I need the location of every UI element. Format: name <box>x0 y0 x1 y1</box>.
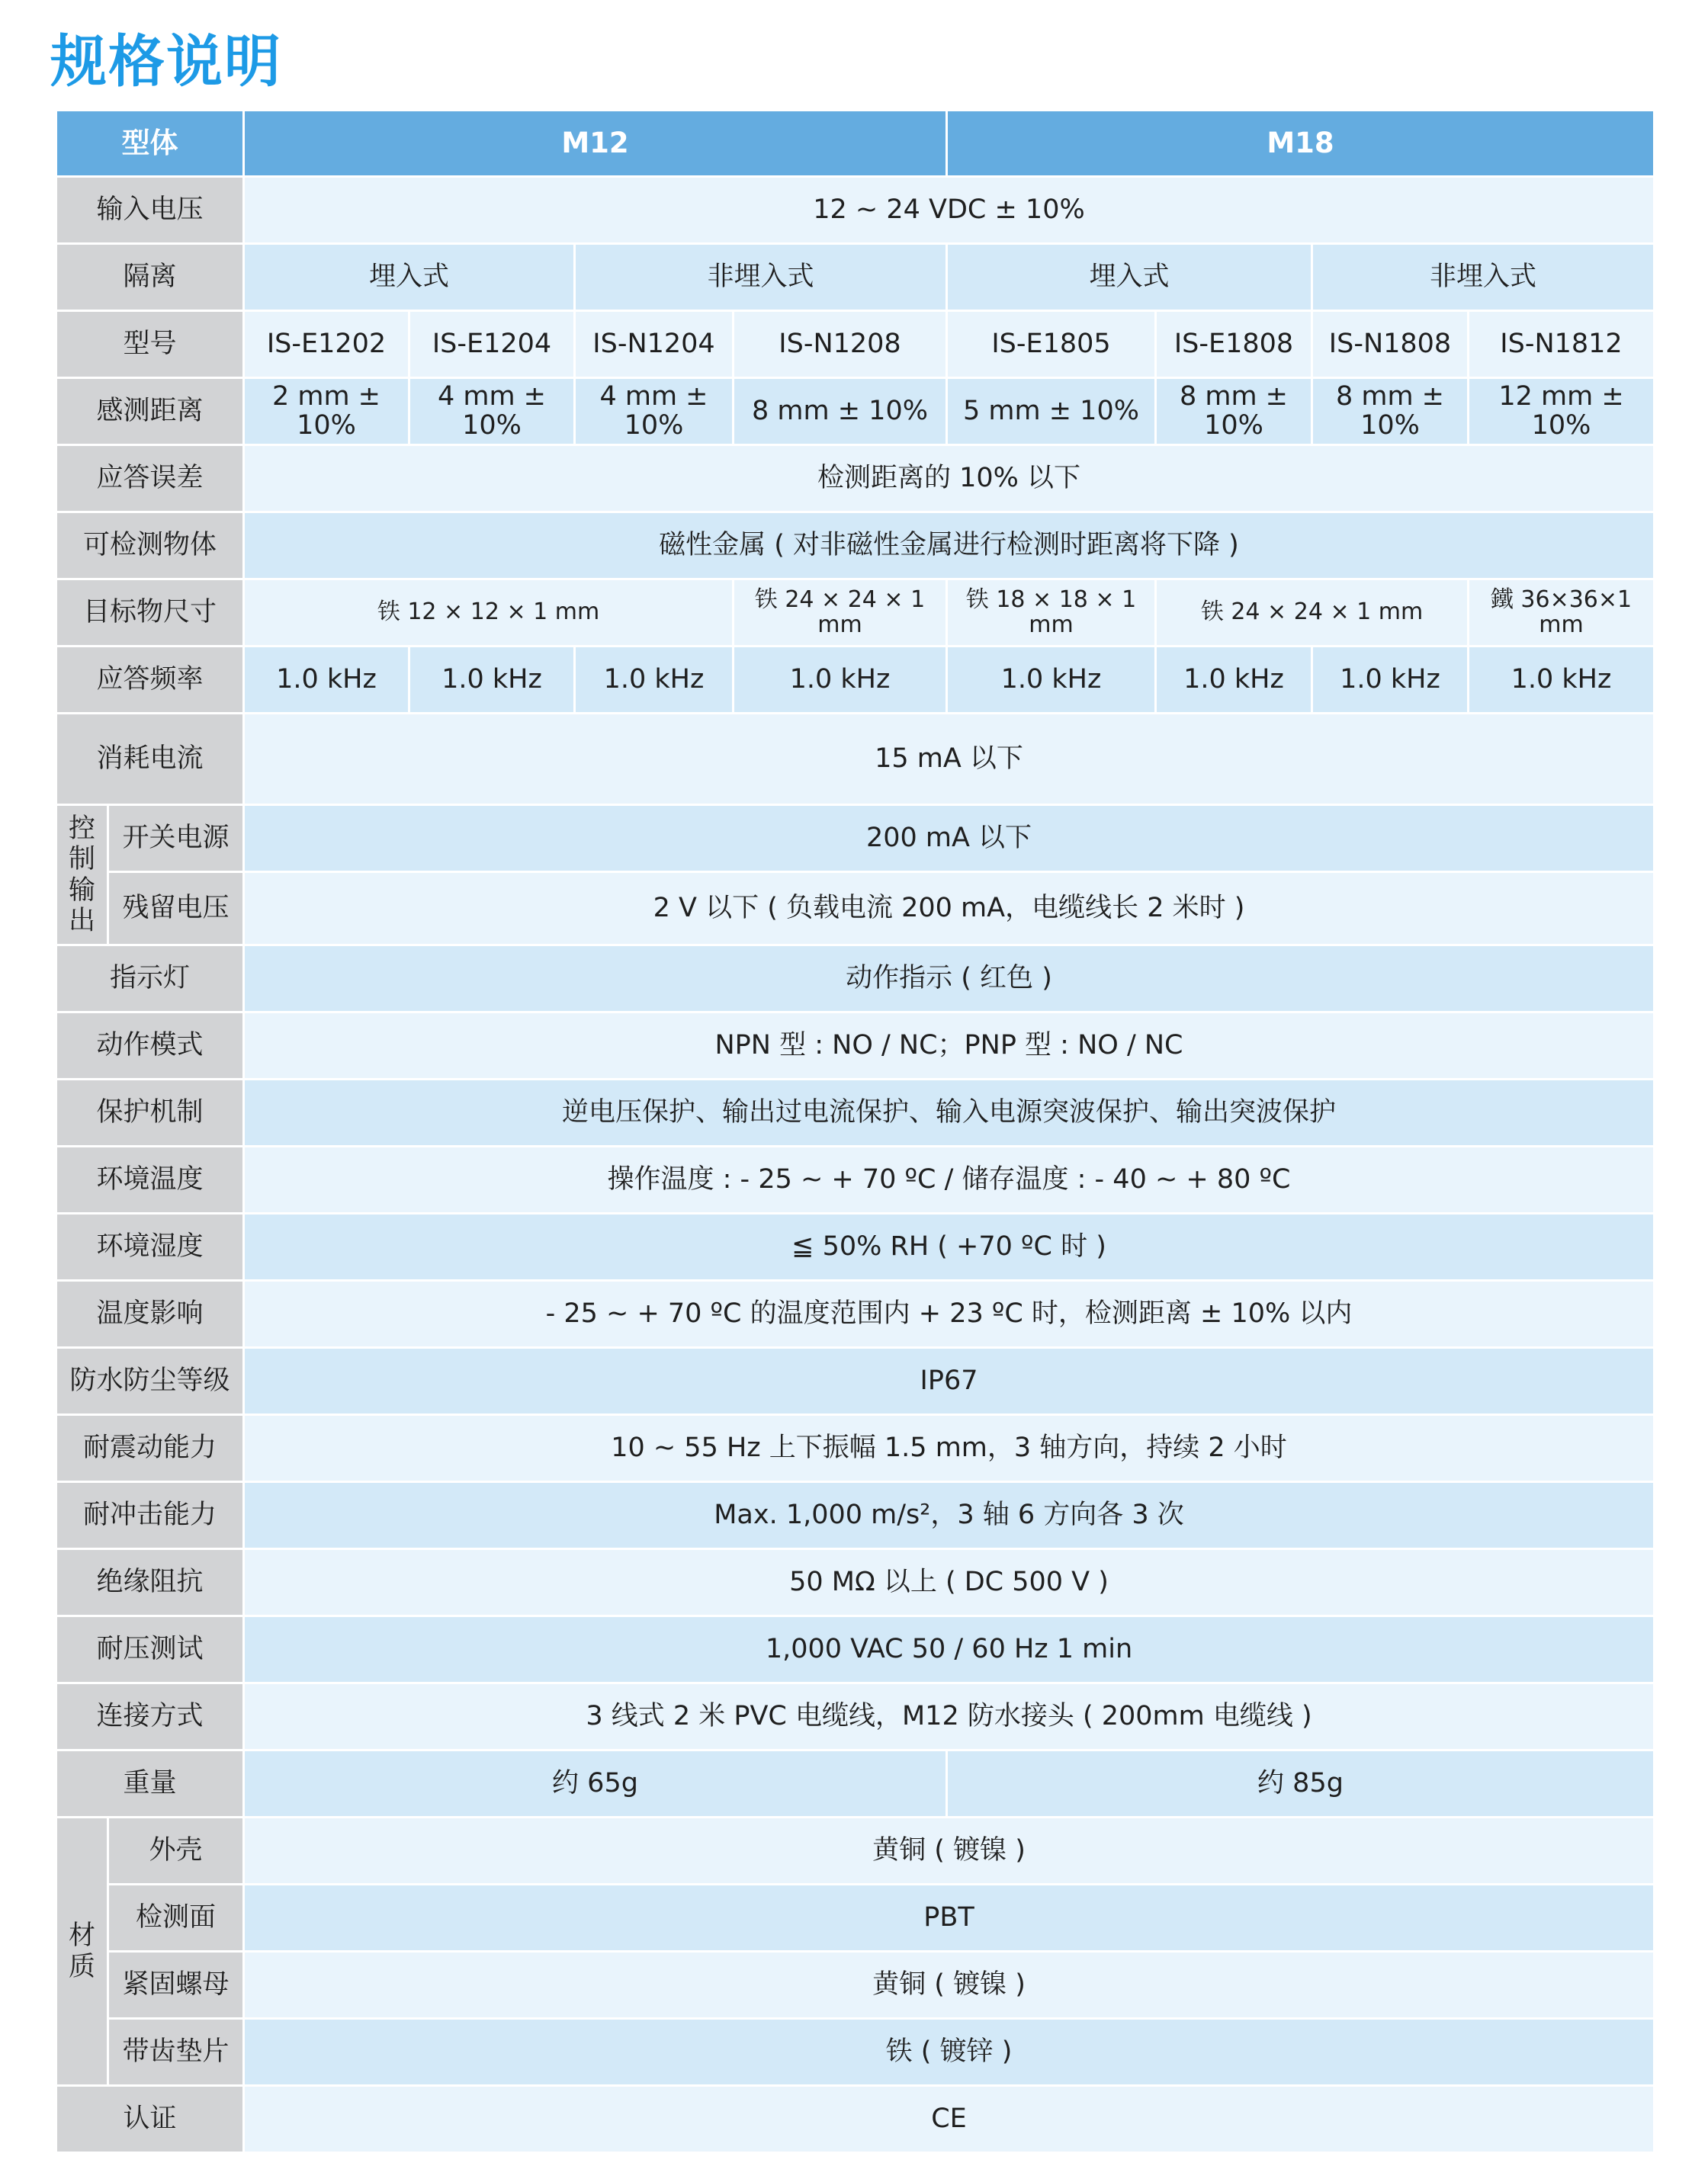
row-label: 感测距离 <box>56 378 244 445</box>
group-label-material: 材 质 <box>56 1818 108 2086</box>
cell-value: IS-N1808 <box>1312 311 1469 378</box>
cell-value: 1.0 kHz <box>244 647 409 714</box>
row-target-size <box>56 579 1655 647</box>
header-row <box>56 111 1655 177</box>
row-certification <box>56 2086 1655 2153</box>
row-label: 外壳 <box>108 1818 244 1885</box>
row-insulation <box>56 1549 1655 1616</box>
row-protection <box>56 1080 1655 1147</box>
row-washer <box>56 2019 1655 2086</box>
row-label: 可检测物体 <box>56 512 244 579</box>
row-value: IP67 <box>244 1348 1655 1415</box>
row-label: 重量 <box>56 1750 244 1818</box>
row-label: 输入电压 <box>56 177 244 244</box>
row-label: 动作模式 <box>56 1012 244 1080</box>
row-value: CE <box>244 2086 1655 2153</box>
cell-value: 1.0 kHz <box>575 647 734 714</box>
row-value: 15 mA 以下 <box>244 714 1655 805</box>
cell-value: 铁 24 × 24 × 1 mm <box>1156 579 1469 647</box>
row-detectable-object <box>56 512 1655 579</box>
row-label: 耐震动能力 <box>56 1415 244 1482</box>
row-label: 消耗电流 <box>56 714 244 805</box>
row-label: 温度影响 <box>56 1281 244 1348</box>
cell-value: 1.0 kHz <box>1156 647 1312 714</box>
row-value: ≦ 50% RH ( +70 ºC 时 ) <box>244 1214 1655 1281</box>
row-value: - 25 ~ + 70 ºC 的温度范围内 + 23 ºC 时，检测距离 ± 10% 以内 <box>244 1281 1655 1348</box>
cell-value: IS-N1208 <box>734 311 947 378</box>
row-label: 环境湿度 <box>56 1214 244 1281</box>
cell-value: 约 65g <box>244 1750 947 1818</box>
row-label: 保护机制 <box>56 1080 244 1147</box>
row-temperature-influence <box>56 1281 1655 1348</box>
cell-value: 4 mm ± 10% <box>409 378 575 445</box>
row-switching-current <box>56 805 1655 872</box>
row-value: 200 mA 以下 <box>244 805 1655 872</box>
row-isolation <box>56 244 1655 311</box>
header-label: 型体 <box>56 111 244 177</box>
cell-value: 12 mm ± 10% <box>1469 378 1655 445</box>
cell-value: 非埋入式 <box>575 244 947 311</box>
row-value: 12 ~ 24 VDC ± 10% <box>244 177 1655 244</box>
cell-value: 1.0 kHz <box>409 647 575 714</box>
row-value: 10 ~ 55 Hz 上下振幅 1.5 mm，3 轴方向，持续 2 小时 <box>244 1415 1655 1482</box>
header-m18: M18 <box>947 111 1655 177</box>
row-sensing-distance <box>56 378 1655 445</box>
row-operation-mode <box>56 1012 1655 1080</box>
header-m12: M12 <box>244 111 947 177</box>
row-label: 耐压测试 <box>56 1616 244 1683</box>
cell-value: 1.0 kHz <box>947 647 1156 714</box>
row-label: 型号 <box>56 311 244 378</box>
cell-value: 约 85g <box>947 1750 1655 1818</box>
row-value: NPN 型 : NO / NC；PNP 型 : NO / NC <box>244 1012 1655 1080</box>
row-label: 带齿垫片 <box>108 2019 244 2086</box>
row-protection-class <box>56 1348 1655 1415</box>
row-label: 绝缘阻抗 <box>56 1549 244 1616</box>
cell-value: 1.0 kHz <box>1312 647 1469 714</box>
row-voltage-test <box>56 1616 1655 1683</box>
row-label: 指示灯 <box>56 945 244 1012</box>
cell-value: IS-E1204 <box>409 311 575 378</box>
row-residual-voltage <box>56 872 1655 945</box>
row-model <box>56 311 1655 378</box>
cell-value: 8 mm ± 10% <box>1312 378 1469 445</box>
row-label: 残留电压 <box>108 872 244 945</box>
row-shock <box>56 1482 1655 1549</box>
cell-value: 8 mm ± 10% <box>1156 378 1312 445</box>
row-label: 目标物尺寸 <box>56 579 244 647</box>
row-label: 开关电源 <box>108 805 244 872</box>
row-value: 磁性金属 ( 对非磁性金属进行检测时距离将下降 ) <box>244 512 1655 579</box>
group-label-control-output: 控 制 输 出 <box>56 805 108 945</box>
row-value: 50 MΩ 以上 ( DC 500 V ) <box>244 1549 1655 1616</box>
row-ambient-temperature <box>56 1147 1655 1214</box>
row-value: 2 V 以下 ( 负载电流 200 mA，电缆线长 2 米时 ) <box>244 872 1655 945</box>
row-value: 黄铜 ( 镀镍 ) <box>244 1818 1655 1885</box>
cell-value: 1.0 kHz <box>1469 647 1655 714</box>
row-label: 紧固螺母 <box>108 1952 244 2019</box>
cell-value: 铁 24 × 24 × 1 mm <box>734 579 947 647</box>
row-value: 操作温度 : - 25 ~ + 70 ºC / 储存温度 : - 40 ~ + 80 ºC <box>244 1147 1655 1214</box>
cell-value: IS-E1808 <box>1156 311 1312 378</box>
row-indicator <box>56 945 1655 1012</box>
row-sensing-face <box>56 1885 1655 1952</box>
spec-table <box>55 109 1655 2154</box>
row-label: 环境温度 <box>56 1147 244 1214</box>
row-value: 检测距离的 10% 以下 <box>244 445 1655 512</box>
row-current-consumption <box>56 714 1655 805</box>
row-label: 防水防尘等级 <box>56 1348 244 1415</box>
cell-value: IS-N1812 <box>1469 311 1655 378</box>
row-nut <box>56 1952 1655 2019</box>
cell-value: 铁 12 × 12 × 1 mm <box>244 579 734 647</box>
row-value: Max. 1,000 m/s²，3 轴 6 方向各 3 次 <box>244 1482 1655 1549</box>
row-label: 检测面 <box>108 1885 244 1952</box>
cell-value: 4 mm ± 10% <box>575 378 734 445</box>
cell-value: 非埋入式 <box>1312 244 1655 311</box>
row-value: 逆电压保护、输出过电流保护、输入电源突波保护、输出突波保护 <box>244 1080 1655 1147</box>
cell-value: 1.0 kHz <box>734 647 947 714</box>
row-ambient-humidity <box>56 1214 1655 1281</box>
cell-value: 鐵 36×36×1 mm <box>1469 579 1655 647</box>
row-input-voltage <box>56 177 1655 244</box>
row-value: 铁 ( 镀锌 ) <box>244 2019 1655 2086</box>
row-value: 动作指示 ( 红色 ) <box>244 945 1655 1012</box>
cell-value: 5 mm ± 10% <box>947 378 1156 445</box>
page-title: 规格说明 <box>50 29 282 95</box>
row-value: 3 线式 2 米 PVC 电缆线，M12 防水接头 ( 200mm 电缆线 ) <box>244 1683 1655 1750</box>
row-label: 隔离 <box>56 244 244 311</box>
cell-value: 埋入式 <box>244 244 575 311</box>
cell-value: 铁 18 × 18 × 1 mm <box>947 579 1156 647</box>
row-value: 1,000 VAC 50 / 60 Hz 1 min <box>244 1616 1655 1683</box>
cell-value: IS-E1202 <box>244 311 409 378</box>
row-label: 应答频率 <box>56 647 244 714</box>
cell-value: IS-E1805 <box>947 311 1156 378</box>
row-label: 认证 <box>56 2086 244 2153</box>
row-value: 黄铜 ( 镀镍 ) <box>244 1952 1655 2019</box>
row-label: 应答误差 <box>56 445 244 512</box>
row-value: PBT <box>244 1885 1655 1952</box>
row-connection <box>56 1683 1655 1750</box>
cell-value: 埋入式 <box>947 244 1312 311</box>
cell-value: IS-N1204 <box>575 311 734 378</box>
cell-value: 2 mm ± 10% <box>244 378 409 445</box>
row-response-error <box>56 445 1655 512</box>
row-response-frequency <box>56 647 1655 714</box>
row-weight <box>56 1750 1655 1818</box>
row-label: 耐冲击能力 <box>56 1482 244 1549</box>
row-housing <box>56 1818 1655 1885</box>
cell-value: 8 mm ± 10% <box>734 378 947 445</box>
row-label: 连接方式 <box>56 1683 244 1750</box>
row-vibration <box>56 1415 1655 1482</box>
